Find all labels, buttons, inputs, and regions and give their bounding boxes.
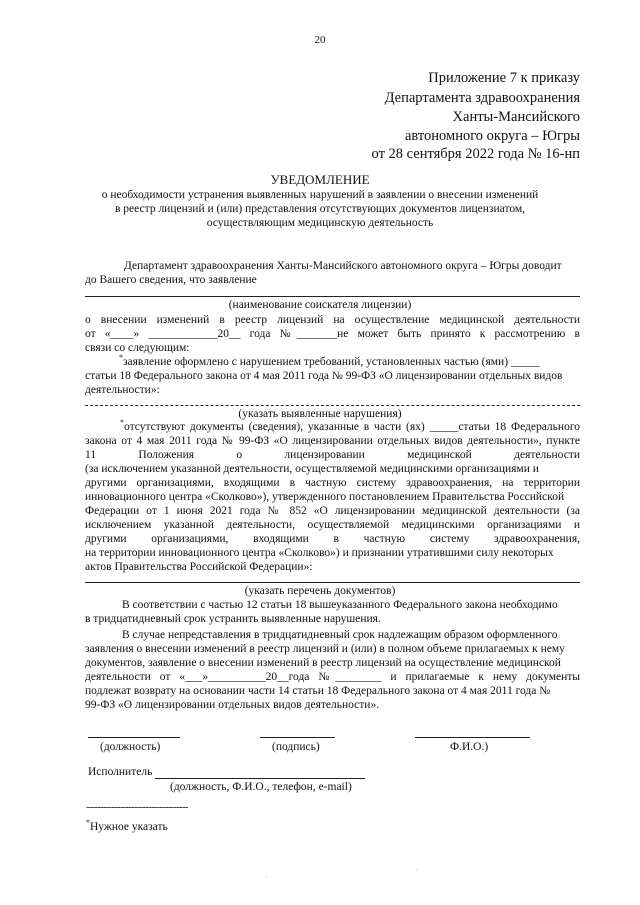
bullet-2-line-11: актов Правительства Российской Федерации»:: [85, 561, 313, 573]
notice-title: УВЕДОМЛЕНИЕ: [270, 172, 370, 187]
intro-line-1: Департамент здравоохранения Ханты-Мансийского автономного округа – Югры доводит: [124, 260, 562, 272]
bullet-2-line-1: [120, 420, 580, 434]
executor-caption: (должность, Ф.И.О., телефон, e-mail): [170, 781, 352, 793]
signature-caption: (подпись): [272, 741, 320, 753]
bullet-2-line-4: (за исключением указанной деятельности, осуществляемой медицинскими организациями и: [85, 463, 539, 475]
bullet-2-line-8: исключением указанной деятельности, осуществляемой медицинскими организациями и: [85, 519, 580, 531]
scan-speck: ·: [265, 873, 268, 882]
bullet-2-text-1: отсутствуют документы (сведения), указанные в части (ях) _____статьи 18 Федерального: [124, 421, 580, 433]
bullet-2-line-2: закона от 4 мая 2011 года № 99-ФЗ «О лицензировании отдельных видов деятельности», пункте: [85, 435, 580, 447]
footnote: [86, 820, 168, 834]
p1-line-3: связи со следующим:: [85, 342, 190, 354]
appendix-line-1: Приложение 7 к приказу: [428, 70, 580, 86]
page-number: 20: [314, 34, 326, 46]
footnote-ref-1: *: [119, 353, 123, 363]
p2-line-1: В соответствии с частью 12 статьи 18 вышеуказанного Федерального закона необходимо: [122, 599, 558, 611]
executor-label: Исполнитель: [88, 766, 153, 778]
p3-line-4: деятельности от «___»__________20__года №________ и прилагаемые к нему документы: [85, 671, 580, 683]
violations-caption: (указать выявленные нарушения): [238, 408, 402, 420]
appendix-line-5: от 28 сентября 2022 года № 16-нп: [371, 146, 580, 162]
appendix-line-3: Ханты-Мансийского: [452, 109, 580, 125]
scan-speck: ·: [415, 866, 418, 875]
bullet-2-line-7: Федерации от 1 июня 2021 года № 852 «О лицензировании медицинской деятельности (за: [85, 505, 580, 517]
footnote-ref-2: *: [120, 418, 124, 428]
notice-subtitle-1: о необходимости устранения выявленных нарушений в заявлении о внесении изменений: [101, 189, 539, 201]
documents-caption: (указать перечень документов): [244, 585, 396, 597]
documents-line: [85, 582, 580, 583]
bullet-2-line-10: на территории инновационного центра «Сколково») и признании утратившими силу некоторых: [85, 547, 554, 559]
bullet-1-line-3: деятельности»:: [85, 384, 160, 396]
notice-subtitle-3: осуществляющим медицинскую деятельность: [206, 217, 434, 229]
applicant-name-line: [85, 296, 580, 297]
p3-line-5: подлежат возврату на основании части 14 статьи 18 Федерального закона от 4 мая 2011 года №: [85, 685, 551, 697]
footnote-text: Нужное указать: [90, 821, 168, 833]
violations-line: [85, 405, 580, 406]
position-caption: (должность): [100, 741, 161, 753]
p3-line-3: документов, заявление о внесении изменений в реестр лицензий на осуществление медицинской: [85, 657, 561, 669]
bullet-2-line-6: инновационного центра «Сколково»), утвержденного постановлением Правительства Российской: [85, 491, 565, 503]
p3-line-6: 99-ФЗ «О лицензировании отдельных видов деятельности».: [85, 699, 380, 711]
appendix-line-2: Департамента здравоохранения: [384, 90, 580, 106]
appendix-line-4: автономного округа – Югры: [404, 128, 580, 144]
executor-line: [155, 778, 365, 779]
intro-line-2: до Вашего сведения, что заявление: [85, 274, 257, 286]
p1-line-2: от «____» ____________20__ года №_______не может быть принято к рассмотрению в: [85, 328, 580, 340]
p2-line-2: в тридцатидневный срок устранить выявленные нарушения.: [85, 613, 381, 625]
p3-line-2: заявления о внесении изменений в реестр лицензий и (или) в полном объеме прилагаемых к нему: [85, 643, 565, 655]
signature-line: [260, 737, 335, 738]
p1-line-1: о внесении изменений в реестр лицензий на осуществление медицинской деятельности: [85, 314, 580, 326]
bullet-2-line-9: другими организациями, входящими в частную систему здравоохранения,: [85, 533, 580, 545]
bullet-2-line-3: 11 Положения о лицензировании медицинской деятельности: [85, 449, 580, 461]
applicant-caption: (наименование соискателя лицензии): [228, 299, 412, 311]
name-caption: Ф.И.О.): [450, 741, 489, 753]
name-line: [415, 737, 530, 738]
footnote-separator: ------------------------------------: [86, 802, 188, 813]
bullet-1-text-1: заявление оформлено с нарушением требований, установленных частью (ями) _____: [123, 356, 540, 368]
notice-subtitle-2: в реестр лицензий и (или) представления отсутствующих документов лицензиатом,: [115, 203, 525, 215]
position-line: [88, 737, 180, 738]
bullet-1-line-1: [119, 355, 540, 369]
footnote-mark: *: [86, 818, 90, 828]
bullet-2-line-5: другими организациями, входящими в частную систему здравоохранения, на территории: [85, 477, 580, 489]
p3-line-1: В случае непредставления в тридцатидневный срок надлежащим образом оформленного: [122, 629, 558, 641]
bullet-1-line-2: статьи 18 Федерального закона от 4 мая 2011 года № 99-ФЗ «О лицензировании отдельных видов: [85, 370, 563, 382]
